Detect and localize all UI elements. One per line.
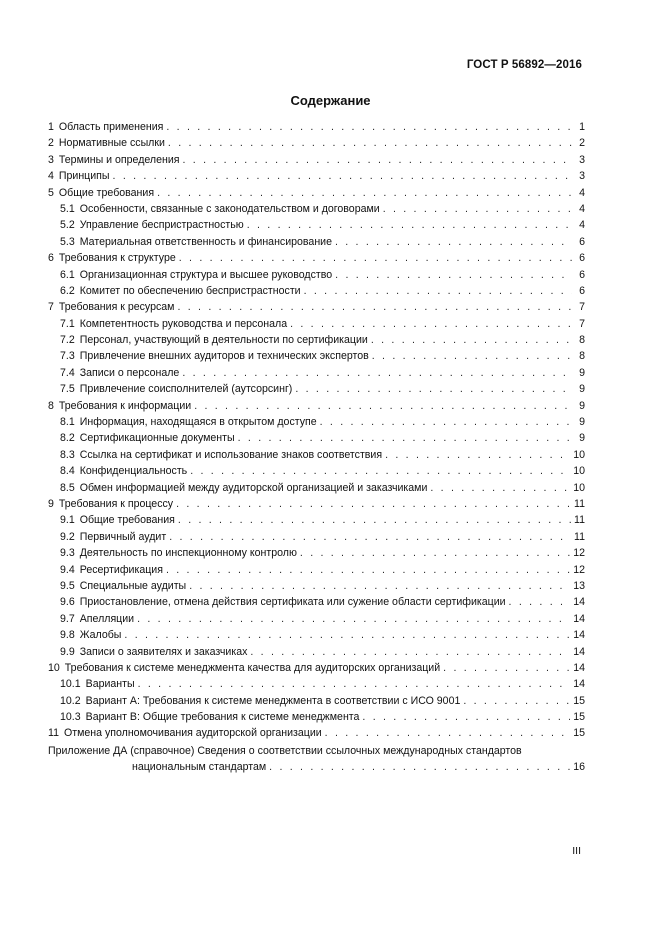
toc-entry-page: 2 [579,137,585,150]
toc-entry-title: Требования к системе менеджмента качества для аудиторских организаций [64,661,441,674]
toc-entry[interactable] [48,332,585,348]
toc-entry-page: 11 [574,530,585,543]
toc-entry-title: Деятельность по инспекционному контролю [79,547,297,560]
annex-page-number: 16 [573,761,585,774]
toc-entry-page: 4 [579,202,585,215]
toc-entry-title: Требования к ресурсам [58,301,175,314]
toc-entry-number: 9 [48,497,54,510]
toc-leader-dots [182,365,572,381]
toc-entry-page: 1 [579,121,585,133]
toc-entry-number: 7.1 [60,317,75,330]
toc-entry-page: 4 [579,219,585,232]
toc-entry-page: 6 [579,235,585,248]
toc-entry-number: 9.8 [60,629,75,642]
toc-entry[interactable] [48,299,585,315]
toc-entry-page: 14 [573,612,585,625]
toc-leader-dots [509,594,571,610]
toc-entry-title: Организационная структура и высшее руководство [79,268,333,281]
toc-annex-entry[interactable] [48,743,585,776]
toc-entry[interactable] [48,611,585,627]
toc-entry-number: 5.3 [60,235,75,248]
toc-leader-dots [362,709,570,725]
toc-leader-dots [183,152,572,168]
toc-entry[interactable] [48,234,585,250]
toc-entry-title: Материальная ответственность и финансирование [79,235,332,248]
toc-entry-title: Жалобы [79,629,122,642]
toc-entry-number: 9.7 [60,612,75,625]
toc-entry-page: 7 [579,301,585,314]
toc-entry[interactable] [48,250,585,266]
toc-entry[interactable] [48,430,585,446]
toc-entry-page: 6 [579,284,585,297]
toc-entry-number: 8.4 [60,465,75,478]
toc-leader-dots [385,447,570,463]
toc-entry-page: 15 [573,694,585,707]
annex-title-line2-row [48,759,585,775]
toc-entry-title: Особенности, связанные с законодательством и договорами [79,202,380,215]
toc-entry-title: Принципы [58,170,110,183]
toc-leader-dots [124,627,570,643]
toc-leader-dots [137,611,570,627]
toc-entry[interactable] [48,709,585,725]
toc-entry-number: 10.3 [60,711,81,724]
toc-entry-title: Требования к структуре [58,252,176,265]
toc-entry-title: Общие требования [79,514,175,527]
toc-leader-dots [194,398,572,414]
toc-entry-number: 9.1 [60,514,75,527]
toc-leader-dots [372,348,572,364]
toc-entry-title: Нормативные ссылки [58,137,165,150]
toc-entry-page: 9 [579,366,585,379]
toc-entry-number: 1 [48,121,54,133]
toc-entry-number: 3 [48,153,54,166]
toc-entry-title: Компетентность руководства и персонала [79,317,288,330]
toc-leader-dots [113,168,572,184]
toc-entry-page: 10 [573,481,585,494]
toc-entry[interactable] [48,545,585,561]
toc-entry-page: 6 [579,252,585,265]
toc-entry-title: Область применения [58,121,164,133]
toc-entry-number: 7.3 [60,350,75,363]
toc-entry-number: 7.2 [60,334,75,347]
toc-leader-dots [371,332,572,348]
page-number: III [572,845,581,857]
toc-leader-dots [179,250,572,266]
toc-entry[interactable] [48,512,585,528]
toc-entry-page: 14 [573,596,585,609]
toc-entry-number: 7.5 [60,383,75,396]
toc-entry[interactable] [48,201,585,217]
toc-leader-dots [166,562,570,578]
toc-leader-dots [168,135,572,151]
toc-entry[interactable] [48,398,585,414]
toc-entry-title: Общие требования [58,186,155,199]
toc-entry[interactable] [48,119,585,135]
toc-entry-number: 8 [48,399,54,412]
toc-entry[interactable] [48,578,585,594]
toc-entry[interactable] [48,447,585,463]
toc-leader-dots [335,234,572,250]
toc-entry-number: 8.5 [60,481,75,494]
toc-leader-dots [463,693,570,709]
toc-entry-page: 14 [573,645,585,658]
toc-entry-page: 14 [573,629,585,642]
toc-leader-dots [300,545,570,561]
toc-leader-dots [383,201,572,217]
toc-entry[interactable] [48,562,585,578]
toc-entry-title: Привлечение внешних аудиторов и технических экспертов [79,350,369,363]
toc-entry-number: 9.5 [60,579,75,592]
document-code: ГОСТ Р 56892—2016 [466,59,582,71]
toc-entry-title: Записи о персонале [79,366,180,379]
toc-leader-dots [250,644,570,660]
toc-leader-dots [320,414,572,430]
toc-entry-title: Вариант А: Требования к системе менеджмента в соответствии с ИСО 9001 [85,694,461,707]
toc-entry-title: Записи о заявителях и заказчиках [79,645,248,658]
toc-entry-title: Термины и определения [58,153,180,166]
toc-entry-title: Конфиденциальность [79,465,188,478]
toc-entry-page: 12 [573,547,585,560]
annex-title-line2: национальным стандартам [132,761,267,774]
toc-entry[interactable] [48,529,585,545]
toc-entry-title: Информация, находящаяся в открытом доступе [79,416,317,429]
toc-leader-dots [138,676,571,692]
toc-entry-title: Персонал, участвующий в деятельности по сертификации [79,334,368,347]
toc-title: Содержание [290,93,371,108]
toc-entry-page: 13 [573,579,585,592]
toc-leader-dots [176,496,571,512]
toc-entry-number: 5 [48,186,54,199]
toc-entry-number: 9.2 [60,530,75,543]
toc-entry[interactable] [48,496,585,512]
toc-leader-dots [178,512,571,528]
toc-leader-dots [190,463,570,479]
toc-leader-dots [247,217,572,233]
toc-entry[interactable] [48,693,585,709]
toc-entry-title: Управление беспристрастностью [79,219,244,232]
toc-entry-number: 5.2 [60,219,75,232]
toc-leader-dots [269,759,570,775]
toc-entry-title: Вариант В: Общие требования к системе менеджмента [85,711,360,724]
toc-entry-title: Требования к процессу [58,497,174,510]
toc-entry-page: 3 [579,153,585,166]
toc-entry-page: 8 [579,334,585,347]
toc-entry-number: 8.3 [60,448,75,461]
toc-entry[interactable] [48,676,585,692]
toc-entry-title: Варианты [85,678,135,691]
toc-entry-number: 10 [48,661,60,674]
toc-entry[interactable] [48,267,585,283]
toc-entry-page: 9 [579,432,585,445]
toc-entry-title: Приостановление, отмена действия сертификата или сужение области сертификации [79,596,506,609]
toc-entry-page: 9 [579,416,585,429]
toc-entry[interactable] [48,594,585,610]
toc-entry[interactable] [48,414,585,430]
toc-leader-dots [166,119,572,135]
toc-entry-number: 10.2 [60,694,81,707]
toc-entry-number: 8.2 [60,432,75,445]
toc-entry-title: Комитет по обеспечению беспристрастности [79,284,301,297]
toc-entry[interactable] [48,316,585,332]
toc-entry-page: 11 [574,514,585,527]
toc-entry-number: 11 [48,727,59,740]
toc-entry-page: 11 [574,497,585,510]
toc-entry[interactable] [48,348,585,364]
toc-leader-dots [157,185,572,201]
toc-entry-page: 15 [573,711,585,724]
toc-entry-number: 9.4 [60,563,75,576]
toc-entries [48,119,585,742]
toc-entry-page: 14 [573,678,585,691]
toc-entry[interactable] [48,627,585,643]
toc-entry[interactable] [48,152,585,168]
toc-entry-page: 9 [579,399,585,412]
toc-entry-page: 6 [579,268,585,281]
toc-leader-dots [290,316,572,332]
toc-leader-dots [169,529,571,545]
toc-entry-page: 4 [579,186,585,199]
toc-entry-number: 7.4 [60,366,75,379]
toc-entry[interactable] [48,381,585,397]
toc-entry-page: 15 [573,727,585,740]
toc-entry-number: 8.1 [60,416,75,429]
toc-leader-dots [238,430,572,446]
table-of-contents [48,119,585,776]
toc-entry-title: Апелляции [79,612,135,625]
toc-entry-page: 7 [579,317,585,330]
toc-entry-page: 10 [573,448,585,461]
toc-entry-title: Ссылка на сертификат и использование знаков соответствия [79,448,383,461]
toc-leader-dots [295,381,572,397]
toc-entry-number: 4 [48,170,54,183]
toc-leader-dots [335,267,572,283]
toc-entry[interactable] [48,644,585,660]
toc-entry-number: 10.1 [60,678,81,691]
toc-entry-number: 5.1 [60,202,75,215]
toc-entry[interactable] [48,135,585,151]
toc-entry-title: Обмен информацией между аудиторской организацией и заказчиками [79,481,428,494]
toc-entry-number: 2 [48,137,54,150]
toc-entry-title: Привлечение соисполнителей (аутсорсинг) [79,383,293,396]
toc-entry-title: Ресертификация [79,563,163,576]
toc-entry-title: Требования к информации [58,399,192,412]
toc-leader-dots [189,578,570,594]
toc-entry-page: 12 [573,563,585,576]
toc-entry[interactable] [48,283,585,299]
toc-entry-number: 6.2 [60,284,75,297]
toc-entry[interactable] [48,168,585,184]
toc-entry-title: Первичный аудит [79,530,167,543]
toc-entry[interactable] [48,463,585,479]
toc-entry-page: 9 [579,383,585,396]
toc-leader-dots [177,299,572,315]
toc-entry-number: 6 [48,252,54,265]
toc-entry[interactable] [48,217,585,233]
toc-leader-dots [443,660,570,676]
toc-entry-number: 9.9 [60,645,75,658]
annex-title-line1: Приложение ДА (справочное) Сведения о соответствии ссылочных международных стандартов [48,744,522,757]
toc-entry-number: 7 [48,301,54,314]
toc-entry-number: 6.1 [60,268,75,281]
toc-entry-number: 9.6 [60,596,75,609]
toc-entry[interactable] [48,185,585,201]
toc-entry-page: 3 [579,170,585,183]
toc-entry[interactable] [48,365,585,381]
toc-leader-dots [430,480,570,496]
toc-entry-title: Сертификационные документы [79,432,235,445]
toc-leader-dots [304,283,572,299]
toc-entry[interactable] [48,660,585,676]
toc-entry-page: 8 [579,350,585,363]
toc-entry-number: 9.3 [60,547,75,560]
toc-entry-title: Отмена уполномочивания аудиторской организации [64,727,322,740]
toc-entry[interactable] [48,480,585,496]
toc-leader-dots [325,725,571,741]
toc-entry-page: 10 [573,465,585,478]
toc-entry[interactable] [48,725,585,741]
toc-entry-title: Специальные аудиты [79,579,187,592]
toc-entry-page: 14 [573,661,585,674]
